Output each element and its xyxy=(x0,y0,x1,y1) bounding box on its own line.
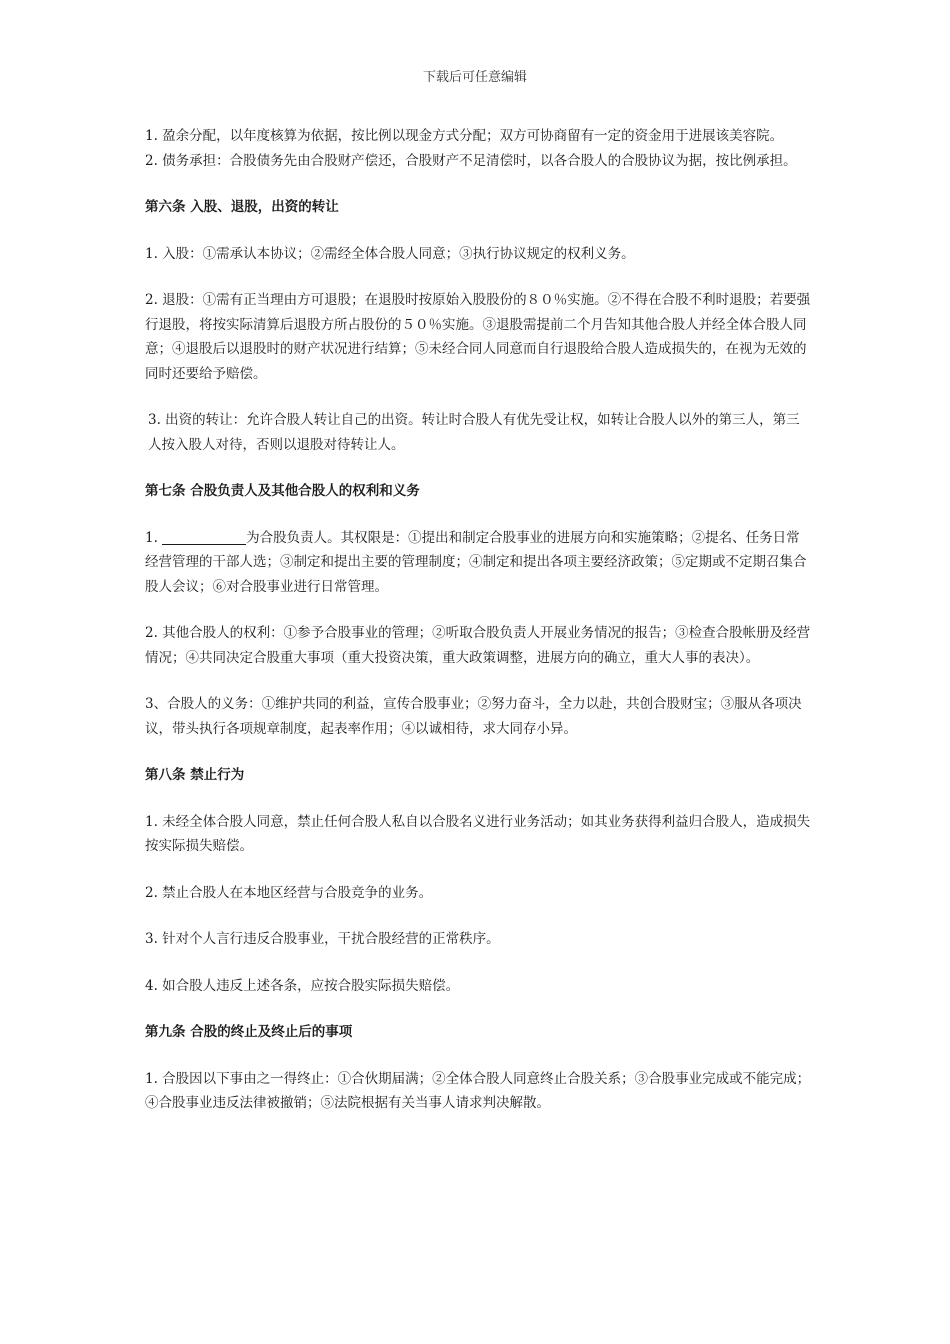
blank-fill-line xyxy=(162,530,246,545)
page-header: 下载后可任意编辑 xyxy=(422,70,527,85)
article-8-item-2: 2. 禁止合股人在本地区经营与合股竞争的业务。 xyxy=(145,884,433,901)
article-7-heading: 第七条 合股负责人及其他合股人的权利和义务 xyxy=(145,483,420,499)
article-9-item-1: 1. 合股因以下事由之一得终止：①合伙期届满；②全体合股人同意终止合股关系；③合股事业完成或不能完成；④合股事业违反法律被撤销；⑤法院根据有关当事人请求判决解散。 xyxy=(145,1070,811,1111)
article-6-heading: 第六条 入股、退股，出资的转让 xyxy=(145,199,339,215)
document-body xyxy=(145,124,813,1116)
article-7-item-3: 3、合股人的义务：①维护共同的利益，宣传合股事业；②努力奋斗，全力以赴，共创合股财宝；③服从各项决议，带头执行各项规章制度，起表率作用；④以诚相待，求大同存小异。 xyxy=(145,696,802,737)
clause-debt-bearing: 2. 债务承担：合股债务先由合股财产偿还，合股财产不足清偿时，以各合股人的合股协议为据，按比例承担。 xyxy=(145,152,797,169)
article-8-item-4: 4. 如合股人违反上述各条，应按合股实际损失赔偿。 xyxy=(145,977,460,994)
article-6-item-1: 1. 入股：①需承认本协议；②需经全体合股人同意；③执行协议规定的权利义务。 xyxy=(145,245,635,262)
article-6-item-3: 3. 出资的转让：允许合股人转让自己的出资。转让时合股人有优先受让权，如转让合股人以外的第三人，第三人按入股人对待，否则以退股对待转让人。 xyxy=(148,412,800,453)
article-7-item-1-number: 1. xyxy=(145,529,163,546)
article-7-item-1 xyxy=(145,526,813,600)
article-9-heading: 第九条 合股的终止及终止后的事项 xyxy=(145,1024,353,1040)
clause-profit-distribution: 1. 盈余分配，以年度核算为依据，按比例以现金方式分配；双方可协商留有一定的资金用于进展该美容院。 xyxy=(145,128,784,144)
article-7-item-2: 2. 其他合股人的权利：①参予合股事业的管理；②听取合股负责人开展业务情况的报告；③检查合股帐册及经营情况；④共同决定合股重大事项（重大投资决策，重大政策调整，进展方向的确立，重大人事的表决）。 xyxy=(145,625,811,666)
article-8-item-1: 1. 未经全体合股人同意，禁止任何合股人私自以合股名义进行业务活动；如其业务获得利益归合股人，造成损失按实际损失赔偿。 xyxy=(145,813,811,854)
article-7-item-1-text: 为合股负责人。其权限是：①提出和制定合股事业的进展方向和实施策略；②提名、任务日常经营管理的干部人选；③制定和提出主要的管理制度；④制定和提出各项主要经济政策；⑤定期或不定期召集合股人会议；⑥对合股事业进行日常管理。 xyxy=(145,529,807,595)
article-6-item-2: 2. 退股：①需有正当理由方可退股；在退股时按原始入股股份的８０％实施。②不得在合股不利时退股；若要强行退股，将按实际清算后退股方所占股份的５０％实施。③退股需提前二个月告知其他合股人并经全体合股人同意；④退股后以退股时的财产状况进行结算；⑤未经合同人同意而自行退股给合股人造成损失的，在视为无效的同时还要给予赔偿。 xyxy=(145,292,811,382)
article-8-item-3: 3. 针对个人言行违反合股事业，干扰合股经营的正常秩序。 xyxy=(145,931,500,947)
article-8-heading: 第八条 禁止行为 xyxy=(145,767,245,783)
